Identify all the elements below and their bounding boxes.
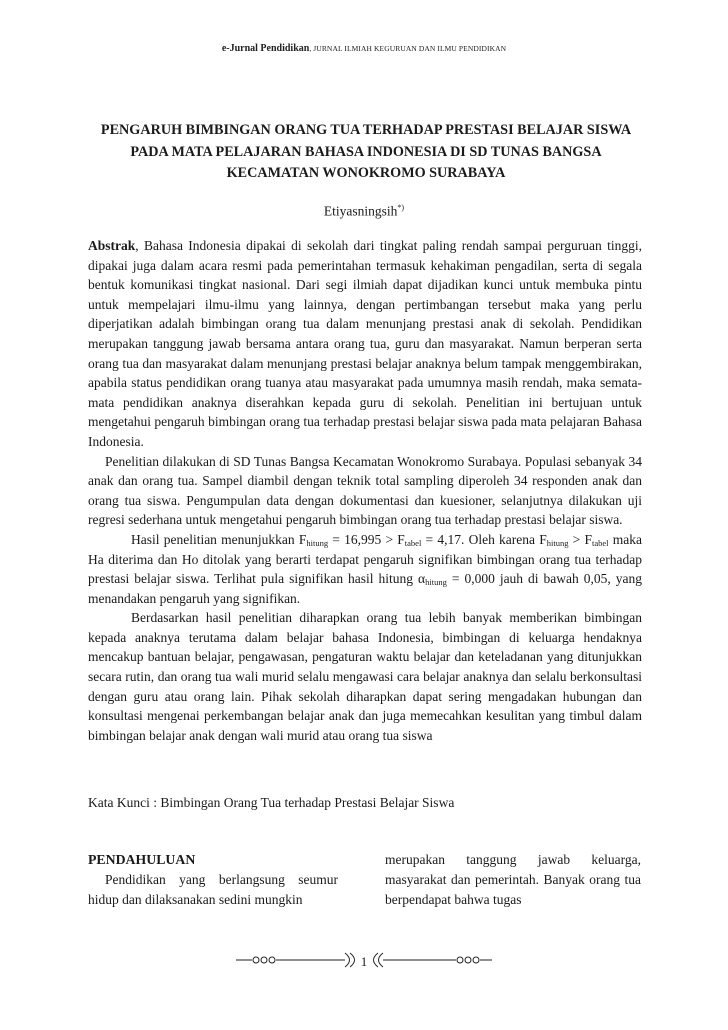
abstract-paragraph-4: Berdasarkan hasil penelitian diharapkan orang tua lebih banyak memberikan bimbingan kepada anaknya terutama dalam belajar bahasa Indonesia, bimbingan di keluarga hendaknya mencakup bantuan belajar, pengawasan, pengaturan waktu belajar dan keteladanan yang ditunjukkan secara rutin, dan orang tua wali murid selalu mengawasi cara belajar anaknya dan selalu berkonsultasi dengan guru atau orang lain. Pihak sekolah diharapkan dapat sering mengadakan hubungan dan konsultasi mengenai perkembangan belajar anak dan juga memecahkan kesulitan yang timbul dalam bimbingan belajar anak dengan wali murid atau orang tua siswa: [88, 610, 642, 743]
paper-title: [88, 120, 644, 185]
left-column: [88, 850, 338, 910]
author: [0, 203, 728, 220]
page-number: 1: [360, 954, 368, 969]
abstract-paragraph-2: Penelitian dilakukan di SD Tunas Bangsa Kecamatan Wonokromo Surabaya. Populasi sebanyak 34 anak dan orang tua. Sampel diambil dengan teknik total sampling diperoleh 34 responden anak dan orang tua siswa. Pengumpulan data dengan dokumentasi dan kuesioner, selanjutnya dilakukan uji regresi sederhana untuk mengetahui pengaruh bimbingan orang tua terhadap prestasi belajar siswa.: [88, 453, 642, 528]
keywords: Kata Kunci : Bimbingan Orang Tua terhadap Prestasi Belajar Siswa: [88, 795, 455, 810]
abstract-paragraph-3: Hasil penelitian menunjukkan $F_{hitung} = 16,995 > F_{tabel} = 4,17$. Oleh karena $F_{hitung} > F_{tabel}$ maka Ha diterima dan Ho ditolak yang berarti terdapat pengaruh signifikan bimbingan orang tua terhadap prestasi belajar siswa. Terlihat pula signifikan hasil hitung $\alpha_{hitung} = 0,000$ jauh di bawah 0,05, yang menandakan pengaruh yang signifikan.: [88, 531, 643, 606]
intro-left-text: Pendidikan yang berlangsung seumur hidup dan dilaksanakan sedini mungkin: [88, 872, 338, 907]
abstract-paragraph-1: Abstrak, Bahasa Indonesia dipakai di sekolah dari tingkat paling rendah sampai perguruan tinggi, dipakai juga dalam acara resmi pada pemerintahan termasuk kehakiman pengadilan, serta di segala bentuk komunikasi tingkat nasional. Dari segi ilmiah dapat dijadikan kunci untuk membuka pintu untuk mempelajari ilmu-ilmu yang lainnya, dengan pertimbangan tersebut maka yang perlu diperjatikan adalah bimbingan orang tua dalam menunjang prestasi anak di sekolah. Pendidikan merupakan tanggung jawab bersama antara orang tua, guru dan masyarakat. Namun berperan serta orang tua dan masyarakat dalam menunjang prestasi belajar anaknya belum tampak menggembirakan, apabila status pendidikan orang tuanya atau masyarakat pada umumnya masih rendah, maka semata-mata pendidikan anaknya diserahkan kepada guru di sekolah. Penelitian ini bertujuan untuk mengetahui pengaruh bimbingan orang tua terhadap prestasi belajar siswa pada mata pelajaran Bahasa Indonesia.: [88, 238, 642, 449]
title-line-3: KECAMATAN WONOKROMO SURABAYA: [226, 165, 506, 181]
journal-name: e-Jurnal Pendidikan: [221, 43, 310, 54]
abstract: [88, 236, 642, 745]
right-column: [385, 850, 641, 910]
title-line-2: PADA MATA PELAJARAN BAHASA INDONESIA DI SD TUNAS BANGSA: [130, 143, 602, 160]
section-heading: PENDAHULUAN: [88, 852, 196, 867]
author-name: Etiyasningsih: [323, 203, 398, 219]
intro-right-text: merupakan tanggung jawab keluarga, masyarakat dan pemerintah. Banyak orang tua berpendapat bahwa tugas: [385, 852, 641, 907]
abstract-label: Abstrak: [88, 238, 136, 253]
author-mark: *): [397, 203, 405, 212]
title-line-1: PENGARUH BIMBINGAN ORANG TUA TERHADAP PRESTASI BELAJAR SISWA: [100, 122, 632, 138]
journal-subtitle: , JURNAL ILMIAH KEGURUAN DAN ILMU PENDIDIKAN: [309, 44, 507, 53]
running-header: [0, 43, 728, 54]
